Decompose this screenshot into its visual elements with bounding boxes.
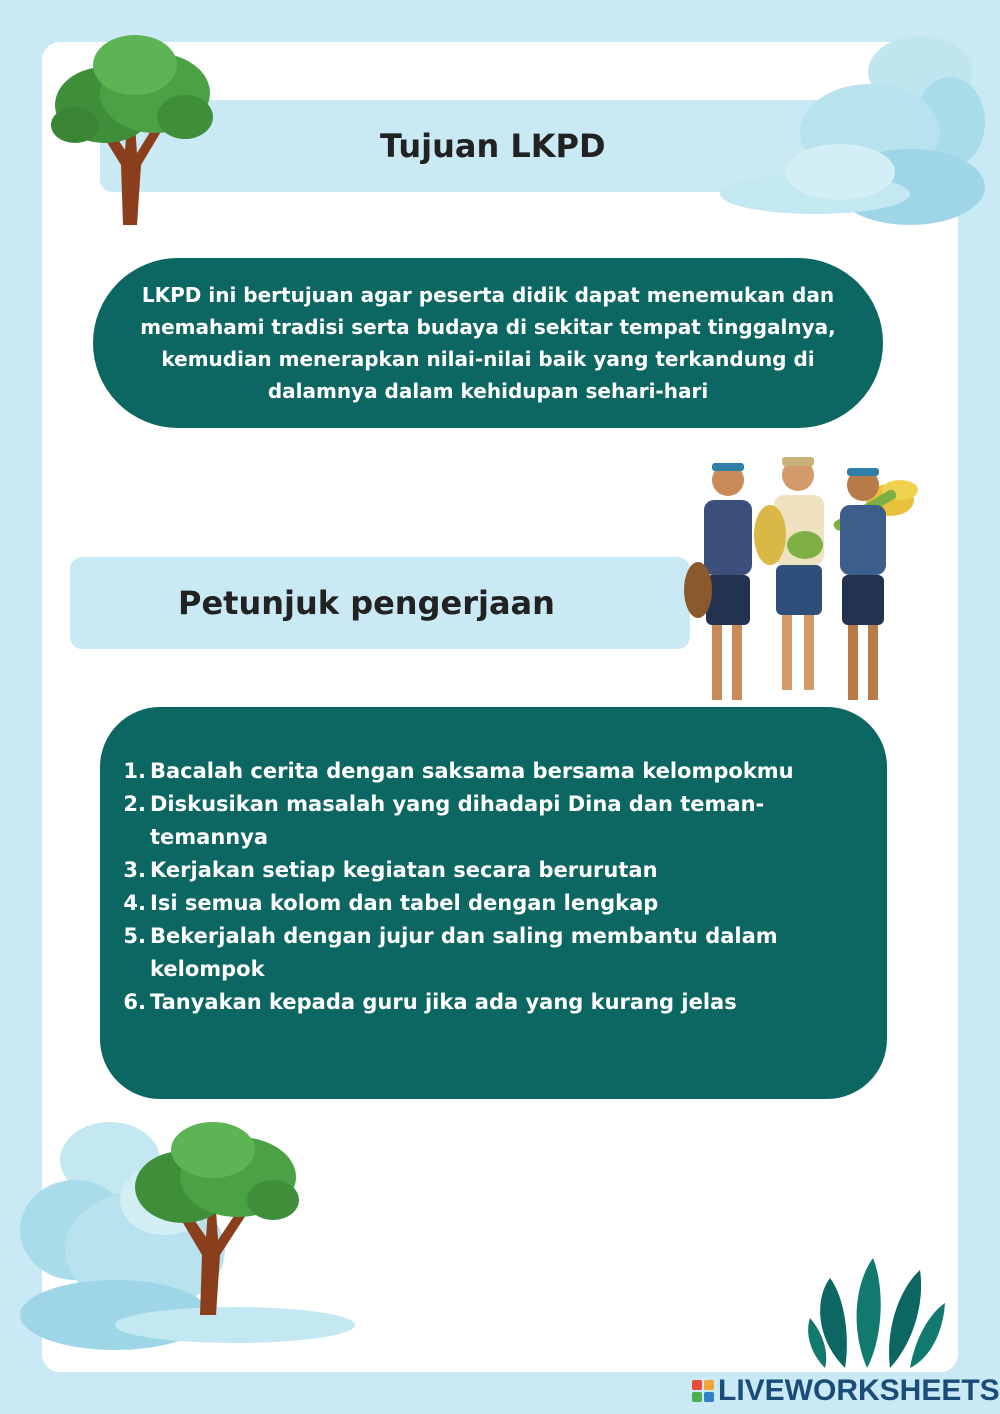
steps-list (120, 755, 847, 1019)
list-item (120, 920, 847, 986)
leaf-plant-icon (805, 1258, 945, 1368)
goal-box (93, 258, 883, 428)
tree-icon (45, 25, 215, 230)
brand-text: LIVEWORKSHEETS (718, 1374, 1000, 1407)
page-title: Tujuan LKPD (380, 127, 606, 165)
list-item (120, 755, 847, 788)
list-item (120, 854, 847, 887)
liveworksheets-logo-icon (692, 1380, 714, 1402)
list-item (120, 788, 847, 854)
step-text: Bekerjalah dengan jujur dan saling membantu dalam kelompok (150, 924, 778, 981)
liveworksheets-logo (692, 1374, 1000, 1408)
step-number: 5. (123, 924, 146, 948)
tree-icon (128, 1115, 303, 1320)
step-number: 3. (123, 858, 146, 882)
steps-box (100, 707, 887, 1099)
instructions-title: Petunjuk pengerjaan (178, 584, 555, 622)
step-text: Diskusikan masalah yang dihadapi Dina dan teman-temannya (150, 792, 765, 849)
step-text: Bacalah cerita dengan saksama bersama kelompokmu (150, 759, 794, 783)
step-number: 2. (123, 792, 146, 816)
goal-text: LKPD ini bertujuan agar peserta didik dapat menemukan dan memahami tradisi serta budaya di sekitar tempat tinggalnya, kemudian menerapkan nilai-nilai baik yang terkandung di dalamnya dalam kehidupan sehari-hari (140, 283, 836, 403)
step-text: Tanyakan kepada guru jika ada yang kurang jelas (150, 990, 737, 1014)
step-number: 4. (123, 891, 146, 915)
farmers-illustration (680, 455, 930, 715)
cloud-icon (720, 22, 985, 232)
step-number: 6. (123, 990, 146, 1014)
list-item (120, 887, 847, 920)
list-item (120, 986, 847, 1019)
step-text: Kerjakan setiap kegiatan secara berurutan (150, 858, 658, 882)
step-text: Isi semua kolom dan tabel dengan lengkap (150, 891, 659, 915)
step-number: 1. (123, 759, 146, 783)
